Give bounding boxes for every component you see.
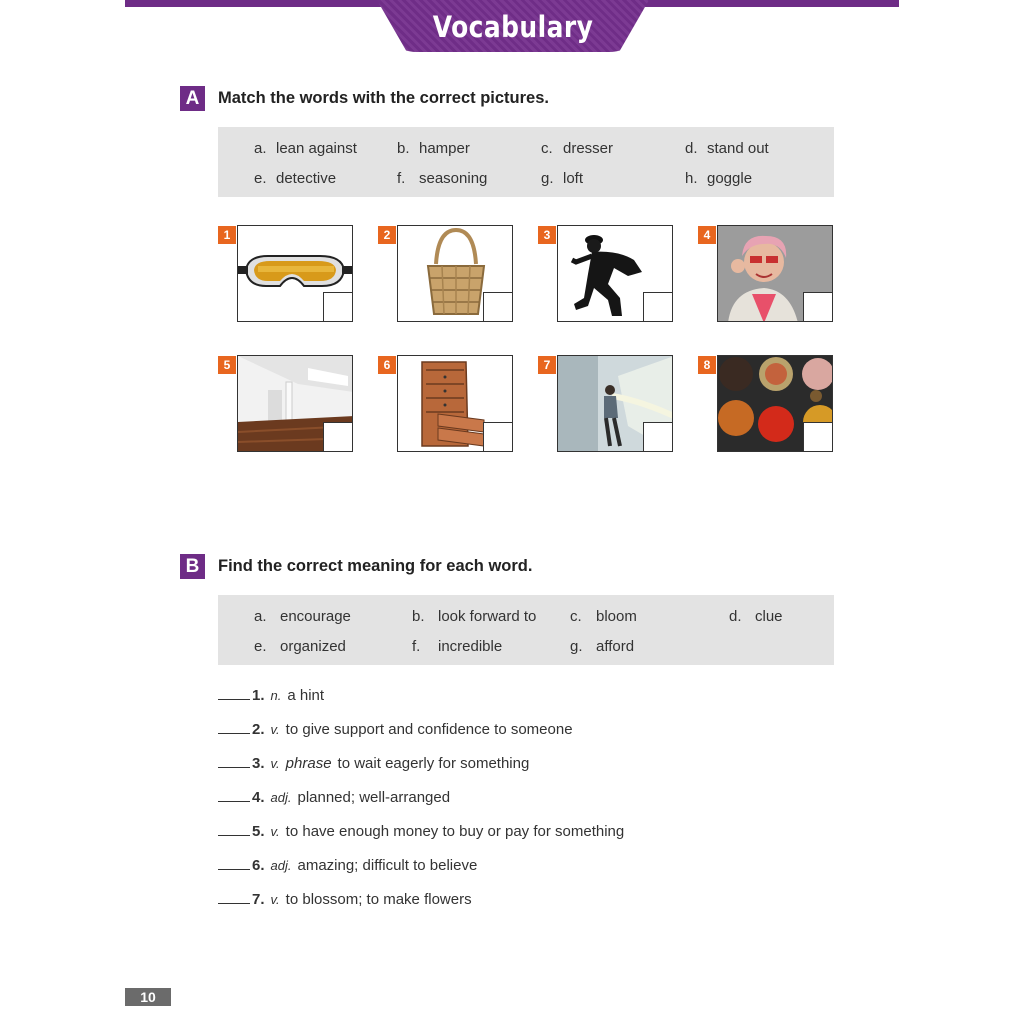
answer-box[interactable] — [643, 292, 673, 322]
answer-box[interactable] — [483, 292, 513, 322]
answer-blank[interactable] — [218, 721, 250, 734]
answer-blank[interactable] — [218, 823, 250, 836]
picture-number: 2 — [378, 226, 396, 244]
picture-loft — [237, 355, 353, 452]
picture-number: 6 — [378, 356, 396, 374]
section-b-word-box — [218, 595, 834, 665]
section-a-badge: A — [180, 86, 205, 111]
answer-box[interactable] — [483, 422, 513, 452]
picture-old-woman — [717, 225, 833, 322]
picture-leaning-man — [557, 355, 673, 452]
word-option: d. clue — [729, 608, 783, 625]
definition-item: 4. adj. planned; well-arranged — [218, 789, 450, 806]
answer-box[interactable] — [643, 422, 673, 452]
section-a-word-box — [218, 127, 834, 197]
word-option: c. bloom — [570, 608, 637, 625]
word-option: g. loft — [541, 170, 584, 187]
answer-box[interactable] — [323, 292, 353, 322]
page-number: 10 — [125, 988, 171, 1006]
picture-basket — [397, 225, 513, 322]
picture-number: 8 — [698, 356, 716, 374]
definition-item: 2. v. to give support and confidence to someone — [218, 721, 573, 738]
answer-blank[interactable] — [218, 789, 250, 802]
definition-item: 6. adj. amazing; difficult to believe — [218, 857, 477, 874]
word-option: f. seasoning — [397, 170, 488, 187]
word-option: e. detective — [254, 170, 337, 187]
definition-item: 7. v. to blossom; to make flowers — [218, 891, 472, 908]
picture-number: 5 — [218, 356, 236, 374]
answer-blank[interactable] — [218, 755, 250, 768]
page-title: Vocabulary — [432, 10, 594, 44]
picture-dresser — [397, 355, 513, 452]
section-b-badge: B — [180, 554, 205, 579]
picture-goggles — [237, 225, 353, 322]
answer-blank[interactable] — [218, 687, 250, 700]
word-option: b. look forward to — [412, 608, 537, 625]
word-option: h. goggle — [685, 170, 753, 187]
word-option: f. incredible — [412, 638, 503, 655]
section-a-instruction: Match the words with the correct pictures. — [218, 89, 549, 107]
word-option: a. lean against — [254, 140, 357, 157]
answer-blank[interactable] — [218, 857, 250, 870]
definition-item: 1. n. a hint — [218, 687, 324, 704]
answer-box[interactable] — [803, 422, 833, 452]
word-option: d. stand out — [685, 140, 769, 157]
section-b-instruction: Find the correct meaning for each word. — [218, 557, 533, 575]
word-option: b. hamper — [397, 140, 470, 157]
picture-number: 4 — [698, 226, 716, 244]
answer-box[interactable] — [803, 292, 833, 322]
definition-item: 5. v. to have enough money to buy or pay for something — [218, 823, 624, 840]
word-option: g. afford — [570, 638, 635, 655]
picture-detective — [557, 225, 673, 322]
word-option: a. encourage — [254, 608, 351, 625]
word-option: c. dresser — [541, 140, 614, 157]
picture-number: 7 — [538, 356, 556, 374]
answer-box[interactable] — [323, 422, 353, 452]
picture-number: 3 — [538, 226, 556, 244]
answer-blank[interactable] — [218, 891, 250, 904]
word-option: e. organized — [254, 638, 346, 655]
picture-number: 1 — [218, 226, 236, 244]
definition-item: 3. v. phrase to wait eagerly for something — [218, 755, 529, 772]
picture-spices — [717, 355, 833, 452]
